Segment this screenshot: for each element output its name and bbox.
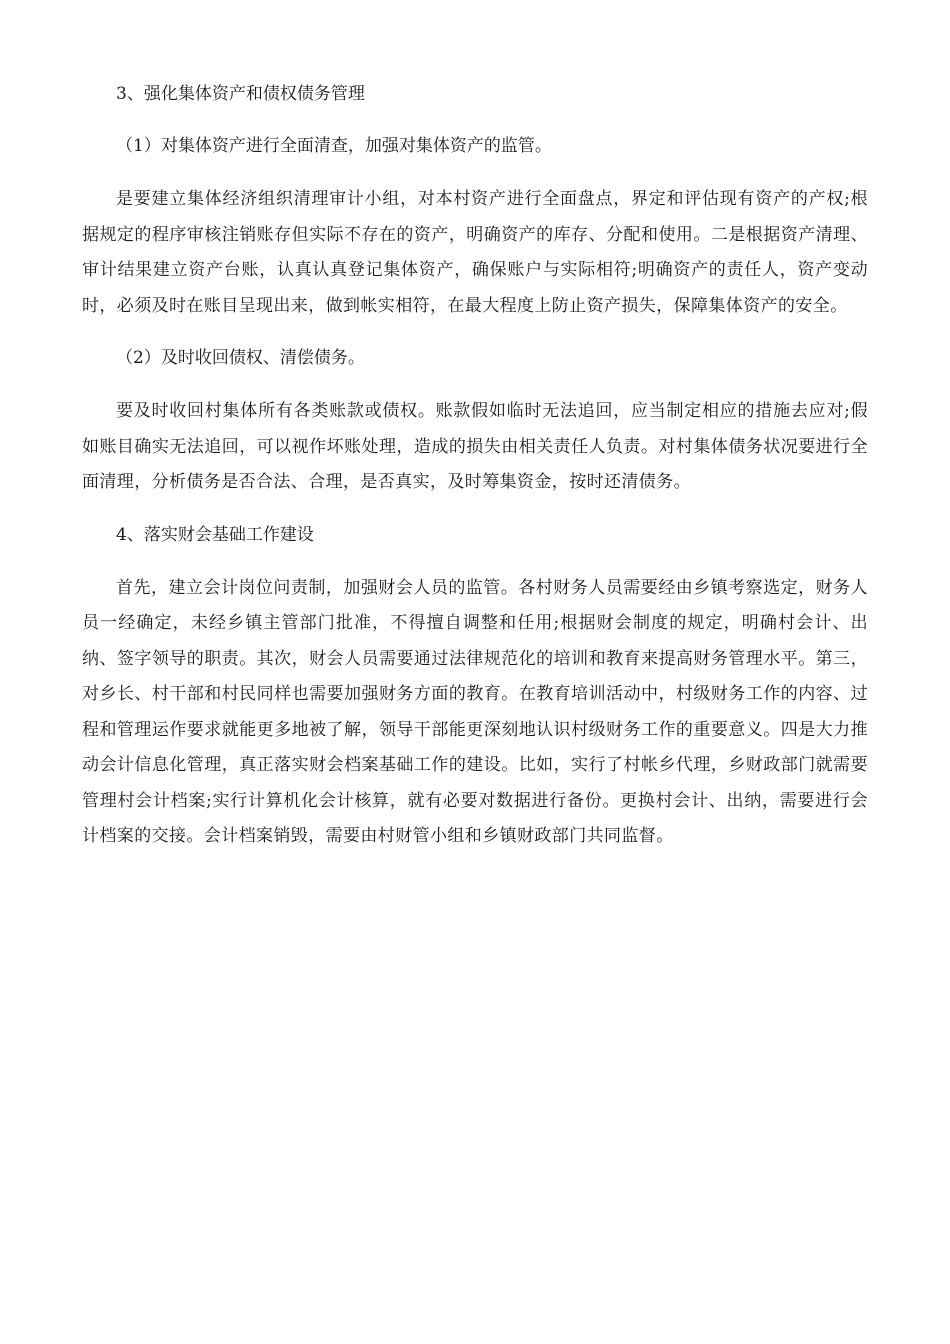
section-4-heading: 4、落实财会基础工作建设 [116, 524, 314, 545]
document-content [82, 78, 868, 855]
subsection-1-paragraph: 是要建立集体经济组织清理审计小组，对本村资产进行全面盘点，界定和评估现有资产的产权;根据规定的程序审核注销账存但实际不存在的资产，明确资产的库存、分配和使用。二是根据资产清理、审计结果建立资产台账，认真认真登记集体资产，确保账户与实际相符;明确资产的责任人，资产变动时，必须及时在账目呈现出来，做到帐实相符，在最大程度上防止资产损失，保障集体资产的安全。 [82, 189, 868, 316]
subsection-2-heading: （2）及时收回债权、清偿债务。 [116, 348, 365, 368]
section-4-paragraph: 首先，建立会计岗位问责制，加强财会人员的监管。各村财务人员需要经由乡镇考察选定，财务人员一经确定，未经乡镇主管部门批准，不得擅自调整和任用;根据财会制度的规定，明确村会计、出纳、签字领导的职责。其次，财会人员需要通过法律规范化的培训和教育来提高财务管理水平。第三，对乡长、村干部和村民同样也需要加强财务方面的教育。在教育培训活动中，村级财务工作的内容、过程和管理运作要求就能更多地被了解，领导干部能更深刻地认识村级财务工作的重要意义。四是大力推动会计信息化管理，真正落实财会档案基础工作的建设。比如，实行了村帐乡代理，乡财政部门就需要管理村会计档案;实行计算机化会计核算，就有必要对数据进行备份。更换村会计、出纳，需要进行会计档案的交接。会计档案销毁，需要由村财管小组和乡镇财政部门共同监督。 [82, 577, 868, 846]
subsection-1-heading: （1）对集体资产进行全面清查，加强对集体资产的监管。 [116, 136, 552, 156]
subsection-2-paragraph: 要及时收回村集体所有各类账款或债权。账款假如临时无法追回，应当制定相应的措施去应对;假如账目确实无法追回，可以视作坏账处理，造成的损失由相关责任人负责。对村集体债务状况要进行全面清理，分析债务是否合法、合理，是否真实，及时筹集资金，按时还清债务。 [82, 401, 868, 492]
section-3-heading: 3、强化集体资产和债权债务管理 [116, 84, 365, 104]
